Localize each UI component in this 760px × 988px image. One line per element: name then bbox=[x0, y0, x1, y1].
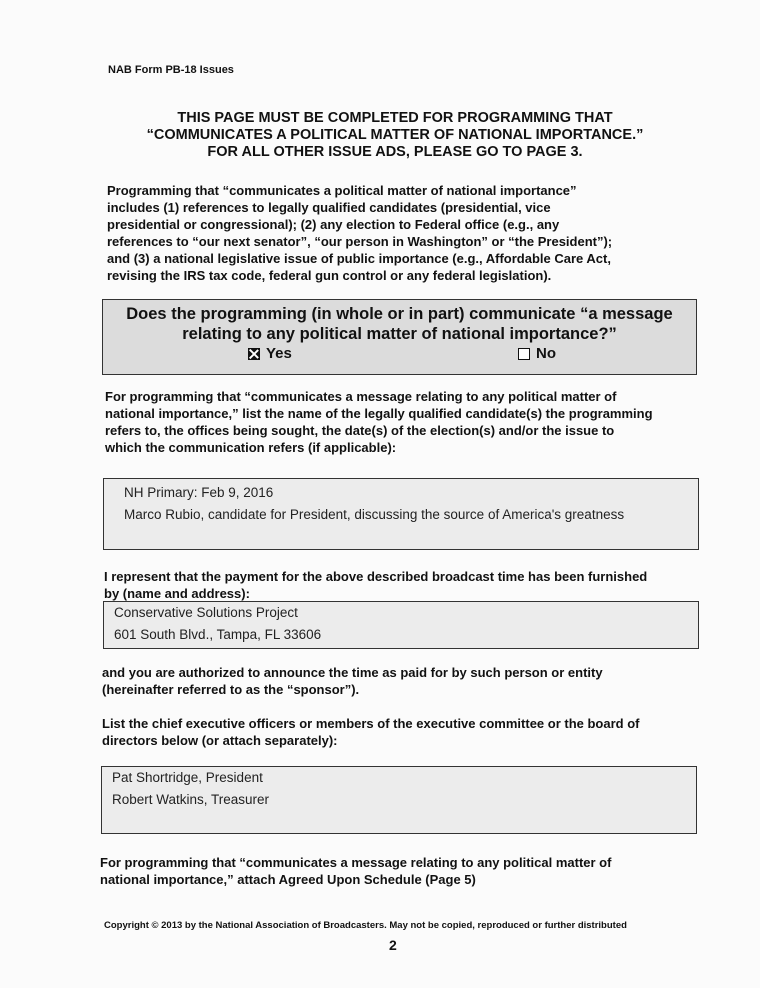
authorization-statement bbox=[102, 664, 702, 698]
heading-line: THIS PAGE MUST BE COMPLETED FOR PROGRAMMING THAT bbox=[177, 110, 613, 126]
authorization-line: (hereinafter referred to as the “sponsor”). bbox=[102, 682, 360, 697]
no-label: No bbox=[536, 345, 556, 362]
intro-line: includes (1) references to legally qualified candidates (presidential, vice bbox=[107, 200, 551, 215]
intro-paragraph bbox=[107, 182, 707, 284]
yes-option[interactable] bbox=[248, 345, 292, 362]
copyright-notice: Copyright © 2013 by the National Association of Broadcasters. May not be copied, reproduced or further distributed bbox=[104, 920, 627, 931]
form-id: NAB Form PB-18 Issues bbox=[108, 64, 234, 76]
question-line: Does the programming (in whole or in part) communicate “a message bbox=[126, 305, 673, 323]
instruction-line: refers to, the offices being sought, the date(s) of the election(s) and/or the issue to bbox=[105, 423, 615, 438]
no-option[interactable] bbox=[518, 345, 556, 362]
instruction-line: directors below (or attach separately): bbox=[102, 733, 338, 748]
question-text bbox=[103, 304, 696, 344]
heading-line: “COMMUNICATES A POLITICAL MATTER OF NATIONAL IMPORTANCE.” bbox=[146, 127, 644, 143]
intro-line: presidential or congressional); (2) any election to Federal office (e.g., any bbox=[107, 217, 560, 232]
heading-line: FOR ALL OTHER ISSUE ADS, PLEASE GO TO PAGE 3. bbox=[207, 144, 583, 160]
page-number: 2 bbox=[389, 937, 397, 953]
candidate-instructions bbox=[105, 388, 705, 456]
no-checkbox[interactable] bbox=[518, 348, 530, 360]
instruction-line: List the chief executive officers or members of the executive committee or the board of bbox=[102, 716, 640, 731]
note-line: For programming that “communicates a message relating to any political matter of bbox=[100, 855, 612, 870]
schedule-note bbox=[100, 854, 700, 888]
question-line: relating to any political matter of national importance?” bbox=[182, 325, 617, 343]
instruction-line: For programming that “communicates a message relating to any political matter of bbox=[105, 389, 617, 404]
candidate-entry-field[interactable] bbox=[103, 478, 699, 550]
intro-line: revising the IRS tax code, federal gun control or any federal legislation). bbox=[107, 268, 552, 283]
yes-label: Yes bbox=[266, 345, 292, 362]
officers-instructions bbox=[102, 715, 702, 749]
sponsor-entry-field[interactable] bbox=[103, 601, 699, 649]
sponsor-address: 601 South Blvd., Tampa, FL 33606 bbox=[114, 627, 322, 642]
officer-entry: Robert Watkins, Treasurer bbox=[112, 792, 270, 807]
instruction-line: national importance,” list the name of the legally qualified candidate(s) the programming bbox=[105, 406, 653, 421]
intro-line: and (3) a national legislative issue of public importance (e.g., Affordable Care Act, bbox=[107, 251, 611, 266]
intro-line: references to “our next senator”, “our person in Washington” or “the President”); bbox=[107, 234, 613, 249]
officers-entry-field[interactable] bbox=[101, 766, 697, 834]
officer-entry: Pat Shortridge, President bbox=[112, 770, 263, 785]
entry-line: NH Primary: Feb 9, 2016 bbox=[124, 485, 274, 500]
intro-line: Programming that “communicates a political matter of national importance” bbox=[107, 183, 577, 198]
authorization-line: and you are authorized to announce the time as paid for by such person or entity bbox=[102, 665, 603, 680]
sponsor-name: Conservative Solutions Project bbox=[114, 605, 298, 620]
payment-statement bbox=[104, 568, 704, 602]
yes-checkbox[interactable] bbox=[248, 348, 260, 360]
entry-line: Marco Rubio, candidate for President, discussing the source of America's greatness bbox=[124, 507, 625, 522]
note-line: national importance,” attach Agreed Upon Schedule (Page 5) bbox=[100, 872, 476, 887]
statement-line: by (name and address): bbox=[104, 586, 250, 601]
statement-line: I represent that the payment for the above described broadcast time has been furnished bbox=[104, 569, 648, 584]
page-heading bbox=[100, 110, 690, 161]
instruction-line: which the communication refers (if applicable): bbox=[105, 440, 397, 455]
question-box bbox=[102, 299, 697, 375]
